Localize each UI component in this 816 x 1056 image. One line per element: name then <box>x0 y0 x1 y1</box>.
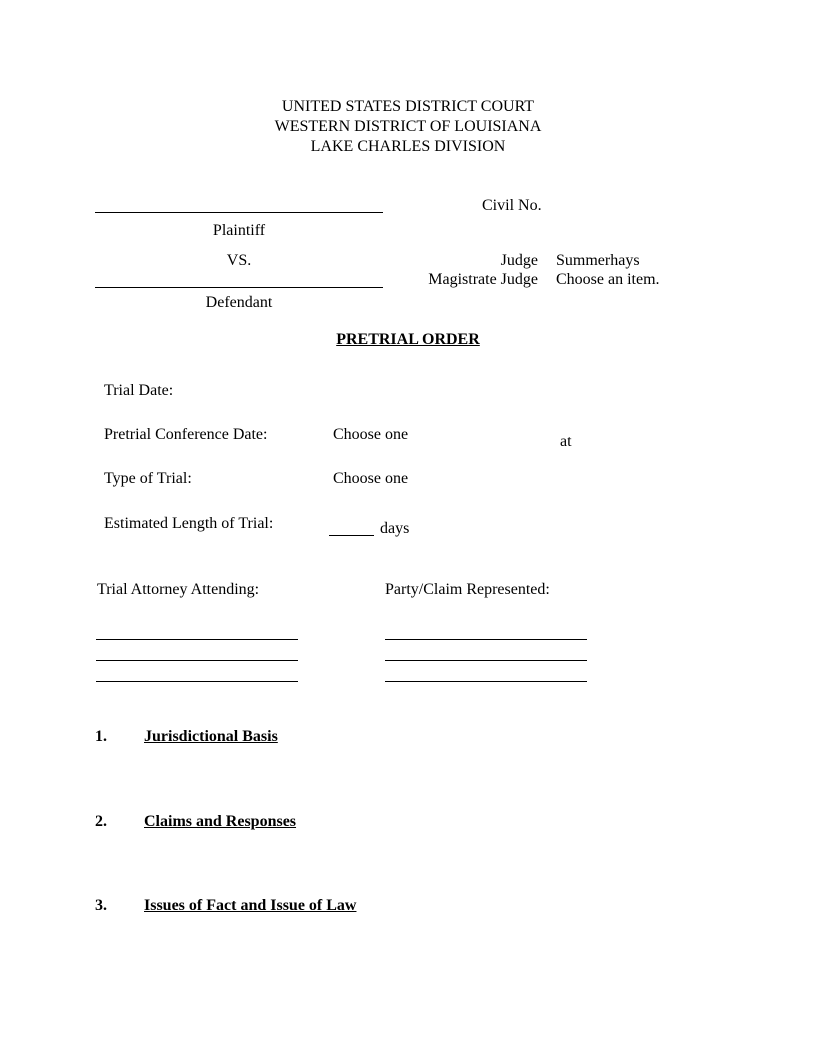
section-number: 3. <box>95 897 107 914</box>
document-title-row <box>0 331 816 349</box>
district-name: WESTERN DISTRICT OF LOUISIANA <box>274 118 542 135</box>
party-claim-blank-line[interactable] <box>385 639 587 640</box>
days-label: days <box>380 520 410 537</box>
pretrial-conference-date-dropdown[interactable]: Choose one <box>333 426 409 443</box>
magistrate-judge-label: Magistrate Judge <box>428 271 538 288</box>
judge-label: Judge <box>500 252 538 269</box>
plaintiff-name-blank[interactable] <box>95 212 383 213</box>
pretrial-conference-date-label: Pretrial Conference Date: <box>104 426 268 443</box>
estimated-length-label: Estimated Length of Trial: <box>104 515 274 532</box>
type-of-trial-dropdown[interactable]: Choose one <box>333 470 409 487</box>
trial-attorney-attending-header: Trial Attorney Attending: <box>97 581 260 598</box>
court-name: UNITED STATES DISTRICT COURT <box>281 98 535 115</box>
section-title: Claims and Responses <box>144 813 297 830</box>
attorney-blank-line[interactable] <box>96 639 298 640</box>
plaintiff-label: Plaintiff <box>212 222 266 239</box>
section-title: Jurisdictional Basis <box>144 728 278 745</box>
estimated-days-blank[interactable] <box>329 535 374 536</box>
party-claim-represented-header: Party/Claim Represented: <box>385 581 550 598</box>
defendant-name-blank[interactable] <box>95 287 383 288</box>
section-number: 1. <box>95 728 107 745</box>
party-claim-blank-line[interactable] <box>385 681 587 682</box>
civil-no-label: Civil No. <box>482 197 542 214</box>
defendant-label: Defendant <box>205 294 273 311</box>
division-name: LAKE CHARLES DIVISION <box>310 138 506 155</box>
attorney-blank-line[interactable] <box>96 681 298 682</box>
section-number: 2. <box>95 813 107 830</box>
magistrate-judge-dropdown[interactable]: Choose an item. <box>556 271 660 288</box>
court-header <box>0 97 816 157</box>
section-issues-fact-law <box>95 897 356 915</box>
trial-date-label: Trial Date: <box>104 382 174 399</box>
party-claim-blank-line[interactable] <box>385 660 587 661</box>
judge-value: Summerhays <box>556 252 640 269</box>
type-of-trial-label: Type of Trial: <box>104 470 192 487</box>
vs-label: VS. <box>226 252 252 269</box>
at-label: at <box>560 433 572 450</box>
section-claims-and-responses <box>95 813 296 831</box>
section-jurisdictional-basis <box>95 728 278 746</box>
document-title: PRETRIAL ORDER <box>336 331 480 348</box>
section-title: Issues of Fact and Issue of Law <box>144 897 357 914</box>
attorney-blank-line[interactable] <box>96 660 298 661</box>
